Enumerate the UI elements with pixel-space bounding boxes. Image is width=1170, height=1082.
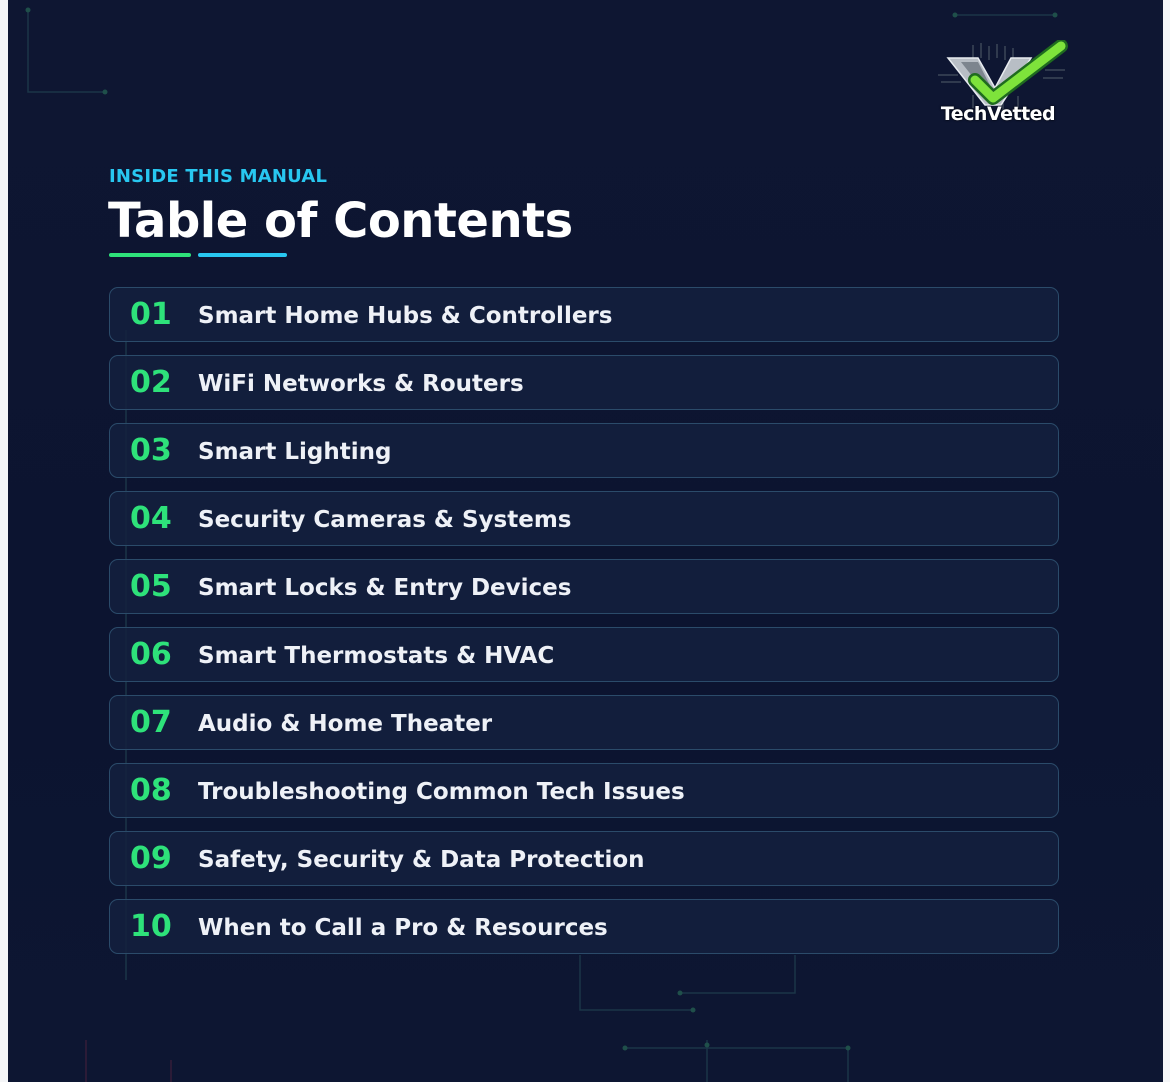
checkmark-icon bbox=[933, 40, 1073, 110]
toc-item-label: Safety, Security & Data Protection bbox=[198, 847, 645, 873]
toc-item-number: 05 bbox=[130, 569, 172, 604]
toc-item-label: Troubleshooting Common Tech Issues bbox=[198, 779, 685, 805]
toc-item-label: Audio & Home Theater bbox=[198, 711, 493, 737]
toc-item[interactable] bbox=[109, 355, 1059, 410]
toc-item-label: Smart Home Hubs & Controllers bbox=[198, 303, 613, 329]
toc-item[interactable] bbox=[109, 491, 1059, 546]
section-eyebrow: INSIDE THIS MANUAL bbox=[109, 166, 328, 187]
toc-item[interactable] bbox=[109, 695, 1059, 750]
manual-page bbox=[8, 0, 1163, 1082]
toc-item-number: 10 bbox=[130, 909, 172, 944]
toc-item[interactable] bbox=[109, 559, 1059, 614]
toc-item[interactable] bbox=[109, 763, 1059, 818]
toc-item-number: 01 bbox=[130, 297, 172, 332]
toc-item-label: WiFi Networks & Routers bbox=[198, 371, 524, 397]
toc-item-number: 04 bbox=[130, 501, 172, 536]
toc-item[interactable] bbox=[109, 287, 1059, 342]
brand-name: TechVetted bbox=[940, 103, 1056, 125]
page-title: Table of Contents bbox=[108, 193, 573, 249]
toc-item-label: Smart Thermostats & HVAC bbox=[198, 643, 555, 669]
toc-item[interactable] bbox=[109, 831, 1059, 886]
toc-item-number: 02 bbox=[130, 365, 172, 400]
title-underline-green bbox=[109, 253, 191, 257]
toc-item-label: Smart Lighting bbox=[198, 439, 392, 465]
toc-item[interactable] bbox=[109, 899, 1059, 954]
toc-item-number: 03 bbox=[130, 433, 172, 468]
toc-item-number: 07 bbox=[130, 705, 172, 740]
title-underline-blue bbox=[198, 253, 287, 257]
toc-item-number: 09 bbox=[130, 841, 172, 876]
toc-item[interactable] bbox=[109, 627, 1059, 682]
toc-item-number: 06 bbox=[130, 637, 172, 672]
toc-item-label: When to Call a Pro & Resources bbox=[198, 915, 608, 941]
toc-item-label: Security Cameras & Systems bbox=[198, 507, 572, 533]
toc-item-label: Smart Locks & Entry Devices bbox=[198, 575, 572, 601]
toc-item-number: 08 bbox=[130, 773, 172, 808]
techvetted-logo bbox=[933, 40, 1073, 150]
toc-item[interactable] bbox=[109, 423, 1059, 478]
